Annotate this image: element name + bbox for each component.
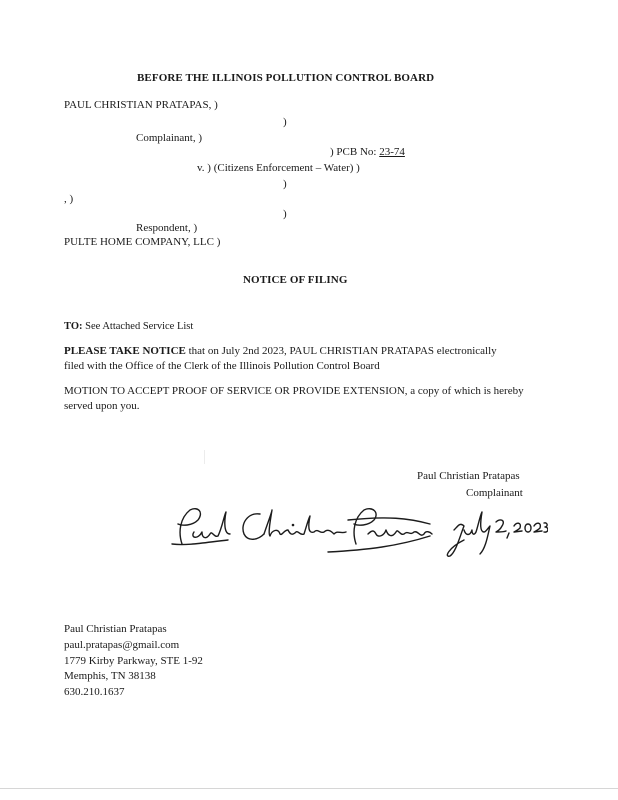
respondent-role: Respondent, ) (136, 222, 198, 234)
motion-paragraph: MOTION TO ACCEPT PROOF OF SERVICE OR PROVIDE EXTENSION, a copy of which is hereby served upon you. (64, 385, 524, 412)
notice-lead: PLEASE TAKE NOTICE (64, 345, 186, 357)
contact-address-line1: 1779 Kirby Parkway, STE 1-92 (64, 655, 203, 667)
case-number: 23-74 (379, 146, 405, 158)
page-bottom-divider (0, 788, 618, 789)
to-text: See Attached Service List (82, 321, 194, 332)
respondent-name: PULTE HOME COMPANY, LLC ) (64, 236, 221, 248)
to-line (64, 321, 193, 332)
signer-name: Paul Christian Pratapas (417, 470, 520, 482)
document-heading: BEFORE THE ILLINOIS POLLUTION CONTROL BOARD (137, 72, 435, 84)
contact-name: Paul Christian Pratapas (64, 623, 167, 635)
caption-paren: ) (283, 178, 287, 190)
complainant-role: Complainant, ) (136, 132, 202, 144)
handwritten-signature (168, 500, 548, 560)
notice-text: that on July 2nd 2023, PAUL CHRISTIAN PRATAPAS electronically filed with the Office of the Clerk of the Illinois Pollution Control Board (64, 345, 497, 372)
caption-blank-line: , ) (64, 193, 74, 205)
case-number-label: ) PCB No: (330, 146, 380, 158)
versus-line: v. ) (Citizens Enforcement – Water) ) (197, 162, 360, 174)
signer-role: Complainant (466, 487, 523, 499)
to-label: TO: (64, 321, 83, 332)
contact-address-line2: Memphis, TN 38138 (64, 670, 156, 682)
notice-title: NOTICE OF FILING (243, 274, 348, 286)
contact-phone: 630.210.1637 (64, 686, 125, 698)
caption-paren: ) (283, 116, 287, 128)
scan-artifact (204, 450, 205, 464)
contact-email[interactable]: paul.pratapas@gmail.com (64, 639, 180, 651)
complainant-name: PAUL CHRISTIAN PRATAPAS, ) (64, 99, 218, 111)
notice-paragraph (64, 344, 504, 374)
case-number-line (330, 146, 405, 158)
caption-paren: ) (283, 208, 287, 220)
